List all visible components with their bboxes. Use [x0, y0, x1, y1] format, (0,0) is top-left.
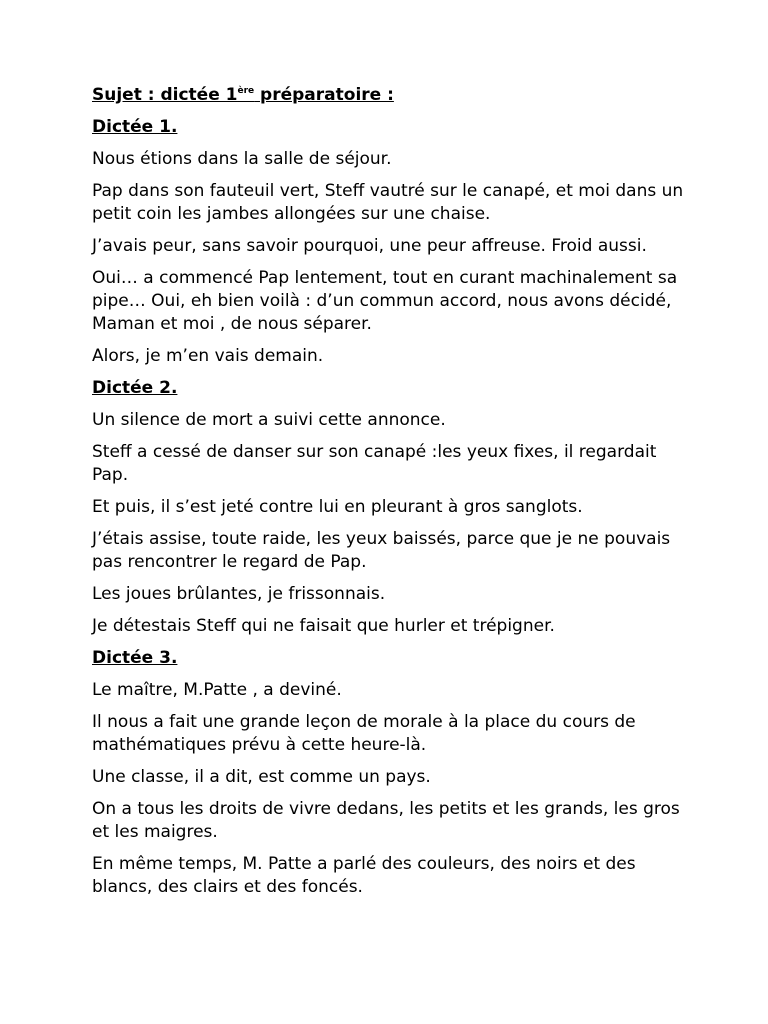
paragraph: Et puis, il s’est jeté contre lui en pleurant à gros sanglots. — [92, 497, 583, 517]
paragraph: Le maître, M.Patte , a deviné. — [92, 680, 342, 700]
paragraph: Il nous a fait une grande leçon de morale à la place du cours de mathématiques prévu à cette heure-là. — [92, 712, 636, 755]
section-heading: Dictée 3. — [92, 648, 178, 668]
section-heading: Dictée 2. — [92, 378, 178, 398]
title-superscript: ère — [237, 86, 255, 96]
title-suffix: préparatoire : — [254, 85, 394, 105]
paragraph: Oui… a commencé Pap lentement, tout en curant machinalement sa pipe… Oui, eh bien voilà : d’un commun accord, nous avons décidé, Maman et moi , de nous séparer. — [92, 268, 678, 334]
paragraph: On a tous les droits de vivre dedans, les petits et les grands, les gros et les maigres. — [92, 799, 680, 842]
section-dictee-2 — [92, 377, 692, 638]
paragraph: Alors, je m’en vais demain. — [92, 346, 324, 366]
paragraph: Je détestais Steff qui ne faisait que hurler et trépigner. — [92, 616, 555, 636]
document-page — [92, 84, 692, 908]
paragraph: Pap dans son fauteuil vert, Steff vautré sur le canapé, et moi dans un petit coin les jambes allongées sur une chaise. — [92, 181, 684, 224]
paragraph: Les joues brûlantes, je frissonnais. — [92, 584, 386, 604]
paragraph: Nous étions dans la salle de séjour. — [92, 149, 392, 169]
paragraph: J’étais assise, toute raide, les yeux baissés, parce que je ne pouvais pas rencontrer le regard de Pap. — [92, 529, 671, 572]
paragraph: Un silence de mort a suivi cette annonce. — [92, 410, 446, 430]
section-dictee-1 — [92, 116, 692, 368]
section-dictee-3 — [92, 647, 692, 899]
title-prefix: Sujet : dictée 1 — [92, 85, 238, 105]
paragraph: En même temps, M. Patte a parlé des couleurs, des noirs et des blancs, des clairs et des foncés. — [92, 854, 636, 897]
document-title — [92, 84, 692, 107]
section-heading: Dictée 1. — [92, 117, 178, 137]
paragraph: Steff a cessé de danser sur son canapé :les yeux fixes, il regardait Pap. — [92, 442, 657, 485]
paragraph: J’avais peur, sans savoir pourquoi, une peur affreuse. Froid aussi. — [92, 236, 647, 256]
paragraph: Une classe, il a dit, est comme un pays. — [92, 767, 431, 787]
